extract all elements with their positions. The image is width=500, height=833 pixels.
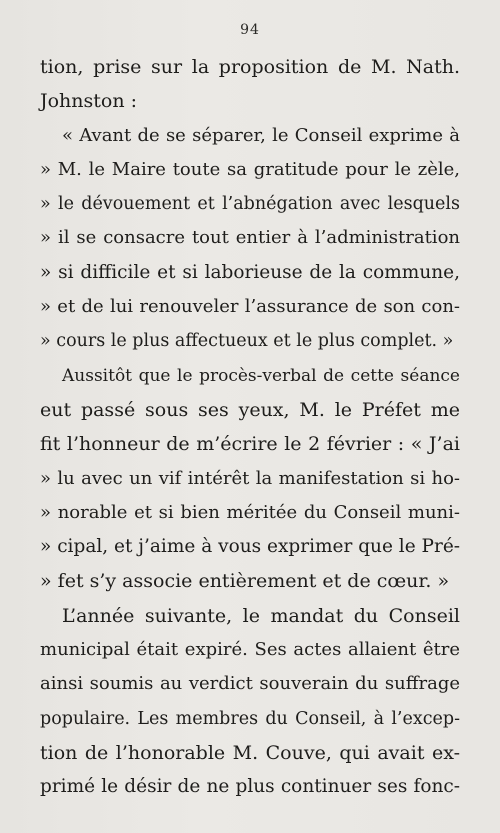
body-text (40, 50, 460, 805)
text-line: » le dévouement et l’abnégation avec lesquels (40, 194, 460, 215)
text-line: Johnston : (40, 90, 138, 113)
text-line: eut passé sous ses yeux, M. le Préfet me (40, 398, 460, 421)
text-line: » norable et si bien méritée du Conseil muni- (40, 501, 460, 523)
text-line: municipal était expiré. Ses actes allaient être (40, 639, 460, 661)
text-line: » et de lui renouveler l’assurance de son con- (40, 296, 460, 318)
text-line: » fet s’y associe entièrement et de cœur. » (40, 570, 450, 593)
text-line: » lu avec un vif intérêt la manifestation si ho- (40, 467, 460, 489)
text-line: « Avant de se séparer, le Conseil exprime à (62, 124, 460, 146)
text-line: » cipal, et j’aime à vous exprimer que le Pré- (40, 536, 461, 558)
text-line: populaire. Les membres du Conseil, à l’excep- (40, 708, 460, 729)
text-line: tion de l’honorable M. Couve, qui avait ex- (40, 741, 460, 764)
text-line: tion, prise sur la proposition de M. Nath. (40, 56, 460, 78)
text-line: fit l’honneur de m’écrire le 2 février : « J’ai (40, 433, 460, 456)
text-line: Aussitôt que le procès-verbal de cette séance (62, 365, 460, 386)
text-line: » cours le plus affectueux et le plus complet. » (40, 331, 454, 352)
text-line: primé le désir de ne plus continuer ses fonc- (40, 776, 460, 798)
text-line: » si difficile et si laborieuse de la commune, (40, 261, 460, 283)
text-line: » il se consacre tout entier à l’administration (40, 227, 460, 249)
text-line: » M. le Maire toute sa gratitude pour le zèle, (40, 158, 460, 180)
page-number: 94 (240, 22, 260, 38)
text-line: L’année suivante, le mandat du Conseil (62, 604, 460, 627)
text-line: ainsi soumis au verdict souverain du suffrage (40, 673, 460, 695)
